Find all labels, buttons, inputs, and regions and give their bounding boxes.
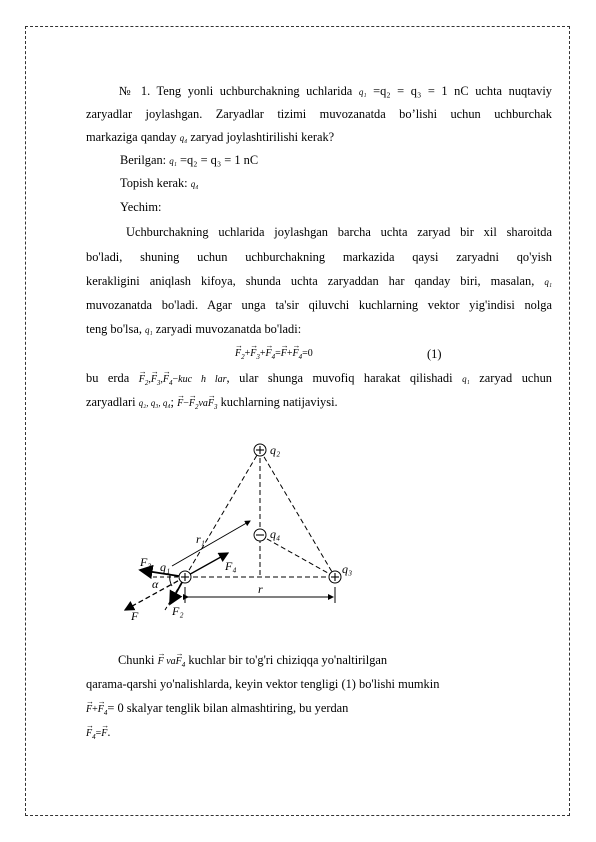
solution-line-3: kerakligini aniqlash kifoya, shunda uchta zaryaddan har qanday biri, masalan, q₁ — [86, 274, 552, 288]
side-q1-q2 — [185, 450, 260, 577]
conclusion-line-4: → $F_4=\to F$. — [86, 721, 552, 749]
label-q2: q₂ — [270, 443, 281, 457]
solution-line-6: bu erda → $F_2,\to F_3,\to F_4-kuc$ h lar, ular shunga muvofiq harakat qilishadi q₁ zaryad uchun — [86, 367, 552, 395]
find-line: Topish kerak: q₄ — [120, 176, 199, 190]
distance-r1 — [172, 521, 250, 566]
label-q3: q₃ — [342, 562, 353, 576]
label-F4: F₄ — [225, 559, 237, 573]
label-F3: F₃ — [140, 555, 152, 569]
equation-number: (1) — [427, 347, 442, 361]
conclusion-line-3: → $F+\to F_4= 0$ skalyar tenglik bilan almashtiring, bu yerdan — [86, 697, 552, 725]
label-F2: F₂ — [172, 604, 184, 618]
label-q1: q₁ — [160, 560, 171, 574]
label-q4: q₄ — [270, 527, 281, 541]
conclusion-line-2: qarama-qarshi yo'nalishlarda, keyin vektor tengligi (1) bo'lishi mumkin — [86, 677, 440, 691]
solution-line-4: muvozanatda bo'ladi. Agar unga ta'sir qiluvchi kuchlarning vektor yig'indisi nolga — [86, 298, 552, 312]
solution-label: Yechim: — [120, 200, 162, 214]
label-alpha: α — [152, 577, 159, 591]
solution-line-1: Uchburchakning uchlarida joylashgan barcha uchta zaryad bir xil sharoitda — [126, 225, 552, 239]
line-q4-q3 — [260, 535, 335, 577]
solution-line-2: bo'ladi, shuning uchun uchburchakning markazida qaysi zaryadni qo'yish — [86, 250, 552, 264]
problem-line-1: № 1. Teng yonli uchburchakning uchlarida q₁ =q₂ = q₃ = 1 nC uchta nuqtaviy — [119, 84, 552, 98]
solution-line-5: teng bo'lsa, q₁ zaryadi muvozanatda bo'ladi: — [86, 322, 302, 336]
given-line: Berilgan: q₁ =q₂ = q₃ = 1 nC — [120, 153, 259, 167]
conclusion-line-1: Chunki → F $va\to F_4$ kuchlar bir to'g'ri chiziqqa yo'naltirilgan — [118, 649, 558, 677]
label-r1: r₁ — [196, 532, 205, 546]
side-q2-q3 — [260, 450, 335, 577]
label-r: r — [258, 582, 263, 596]
problem-line-2: zaryadlar joylashgan. Zaryadlar tizimi muvozanatda bo’lishi uchun uchburchak — [86, 107, 552, 121]
label-F: F — [131, 609, 139, 623]
problem-line-3: markaziga qanday q₄ zaryad joylashtirilishi kerak? — [86, 130, 335, 144]
solution-line-7: zaryadlari q₂, q₃, q₄; → $F-\to F_2va\to F_3$ kuchlarning natijaviysi. — [86, 391, 552, 419]
equation-1: → $F_2+\to F_3+\to F_4=\to F+\to F_4=0$ — [235, 343, 465, 369]
force-F4 — [185, 553, 228, 577]
